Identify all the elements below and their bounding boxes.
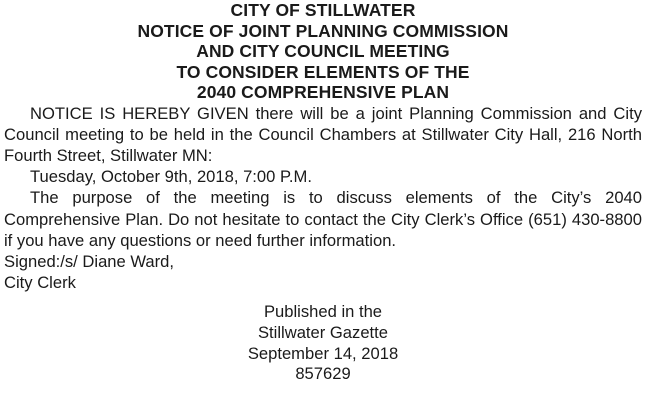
notice-body [4,103,642,294]
publication-info [4,302,642,384]
published-in-label: Published in the [263,302,383,322]
title-line-plan: 2040 COMPREHENSIVE PLAN [196,82,450,102]
notice-paragraph-1: NOTICE IS HEREBY GIVEN there will be a joint Planning Commission and City Council meeting to be held in the Council Chambers at Stillwater City Hall, 216 North Fourth Street, Stillwater MN: [4,103,642,165]
signer-title: City Clerk [4,273,76,293]
title-line-notice: NOTICE OF JOINT PLANNING COMMISSION [137,20,509,41]
notice-title [4,0,642,103]
title-line-purpose: TO CONSIDER ELEMENTS OF THE [176,61,470,82]
meeting-datetime: Tuesday, October 9th, 2018, 7:00 P.M. [30,167,312,187]
title-line-city: CITY OF STILLWATER [230,0,416,20]
signature-line: Signed:/s/ Diane Ward, [4,251,175,271]
newspaper-name: Stillwater Gazette [257,322,389,342]
title-line-meeting: AND CITY COUNCIL MEETING [196,41,450,61]
notice-paragraph-2: The purpose of the meeting is to discuss elements of the City’s 2040 Comprehensive Plan. Do not hesitate to contact the City Clerk’s Office (651) 430-8800 if you have any questions or need further information. [4,188,642,250]
publication-date: September 14, 2018 [247,343,399,363]
ad-number: 857629 [295,364,351,384]
